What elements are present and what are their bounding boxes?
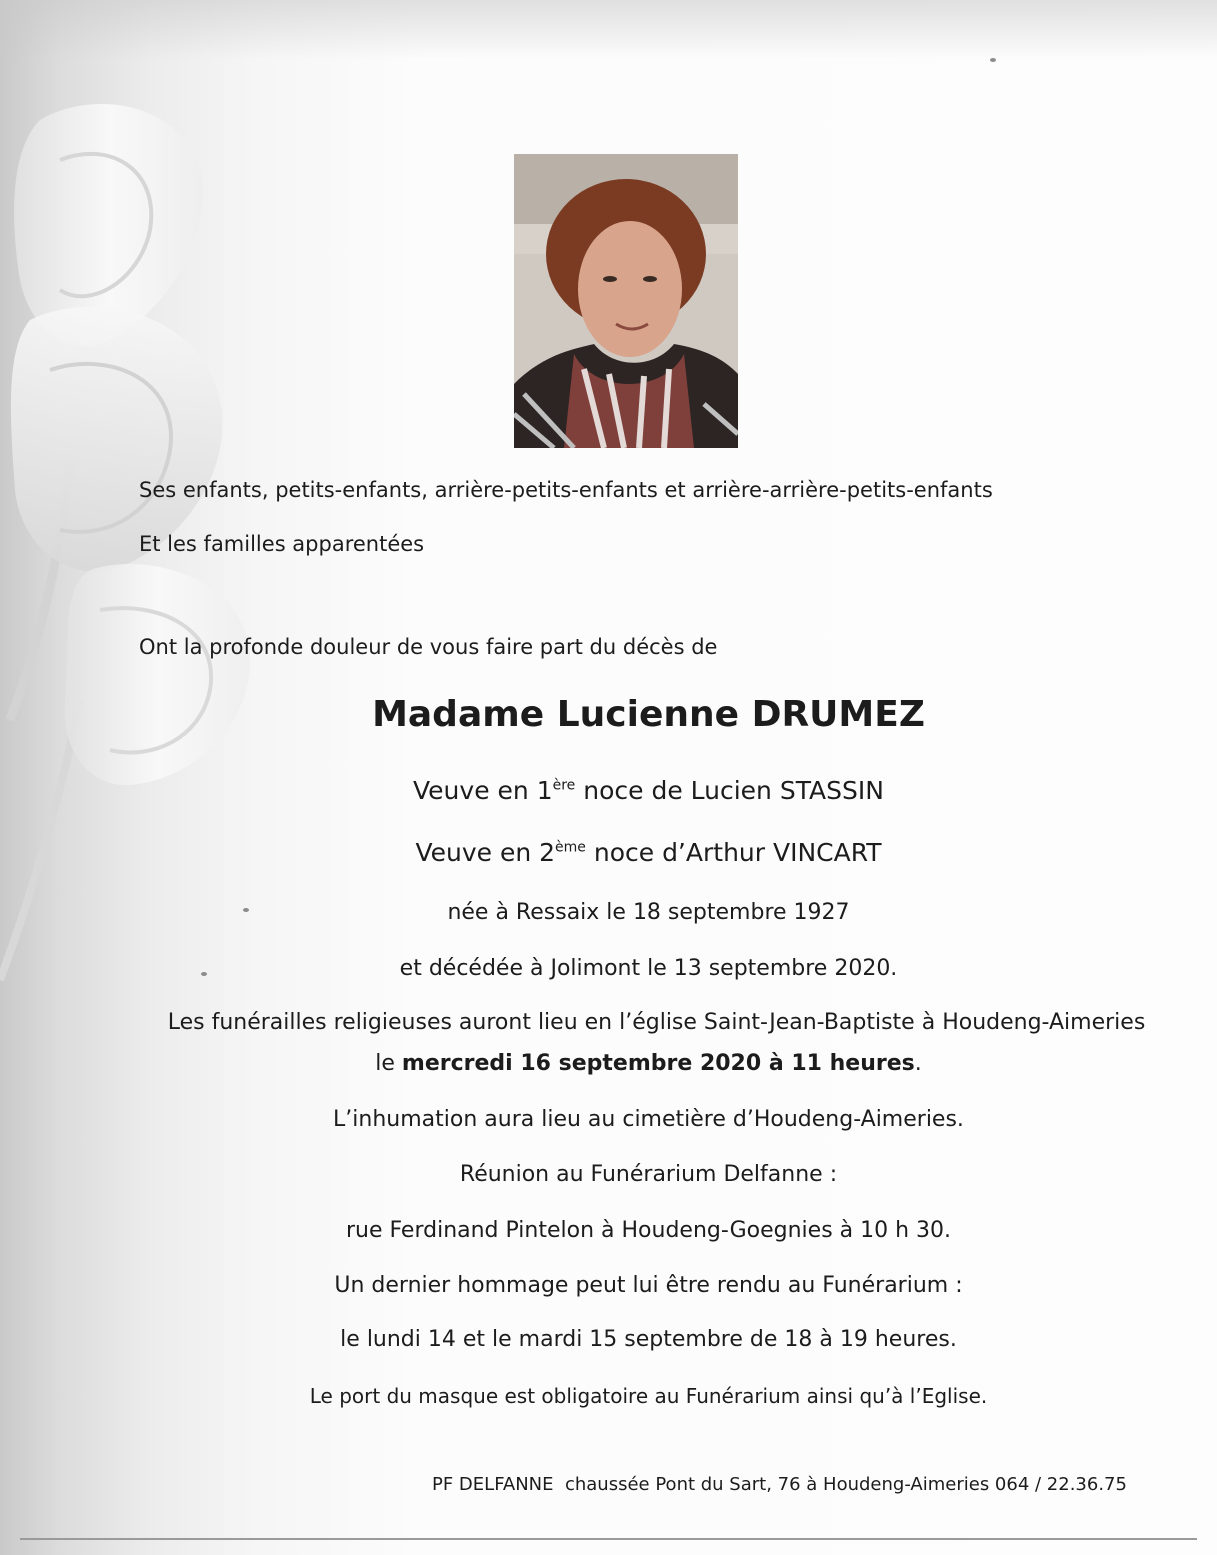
bottom-border xyxy=(20,1538,1197,1540)
birth-info: née à Ressaix le 18 septembre 1927 xyxy=(447,900,850,925)
flower-lower-petal xyxy=(64,564,250,785)
funeral-date-suffix: . xyxy=(914,1051,922,1076)
footer xyxy=(432,1472,1127,1498)
calla-lily-decoration xyxy=(0,80,330,1280)
family-line-2: Et les familles apparentées xyxy=(139,532,425,556)
funeral-location: Les funérailles religieuses auront lieu en l’église Saint-Jean-Baptiste à Houdeng-Aimeries xyxy=(167,1010,1146,1035)
family-line-1: Ses enfants, petits-enfants, arrière-petits-enfants et arrière-arrière-petits-enfants xyxy=(139,478,993,502)
funeral-date xyxy=(40,1051,1217,1077)
first-marriage-suffix: noce de Lucien STASSIN xyxy=(575,776,884,805)
funeral-date-bold: mercredi 16 septembre 2020 à 11 heures xyxy=(401,1051,915,1076)
scan-speck xyxy=(243,908,249,912)
second-marriage-ordinal: ème xyxy=(555,839,586,856)
footer-address: chaussée Pont du Sart, 76 à Houdeng-Aimeries 064 / 22.36.75 xyxy=(564,1474,1127,1495)
meeting-line-2: rue Ferdinand Pintelon à Houdeng-Goegnies à 10 h 30. xyxy=(345,1218,952,1243)
announcement-text: Ont la profonde douleur de vous faire part du décès de xyxy=(139,635,718,659)
tribute-line-2: le lundi 14 et le mardi 15 septembre de 18 à 19 heures. xyxy=(340,1327,957,1352)
first-marriage-prefix: Veuve en 1 xyxy=(413,776,553,805)
portrait-photo xyxy=(514,154,738,448)
scan-speck xyxy=(201,972,207,976)
scan-speck xyxy=(990,58,996,62)
second-marriage-prefix: Veuve en 2 xyxy=(415,838,556,867)
first-marriage xyxy=(40,776,1217,806)
meeting-line-1: Réunion au Funérarium Delfanne : xyxy=(459,1162,838,1187)
death-info: et décédée à Jolimont le 13 septembre 2020. xyxy=(399,956,898,981)
mask-notice: Le port du masque est obligatoire au Funérarium ainsi qu’à l’Eglise. xyxy=(309,1384,988,1408)
first-marriage-ordinal: ère xyxy=(552,777,576,794)
tribute-line-1: Un dernier hommage peut lui être rendu au Funérarium : xyxy=(334,1273,963,1298)
funeral-date-prefix: le xyxy=(375,1051,402,1076)
burial-info: L’inhumation aura lieu au cimetière d’Houdeng-Aimeries. xyxy=(333,1107,964,1132)
deceased-name: Madame Lucienne DRUMEZ xyxy=(372,694,925,735)
second-marriage-suffix: noce d’Arthur VINCART xyxy=(585,838,882,867)
second-marriage xyxy=(40,838,1217,868)
top-shading xyxy=(0,0,1217,60)
footer-company: PF DELFANNE xyxy=(432,1474,554,1495)
